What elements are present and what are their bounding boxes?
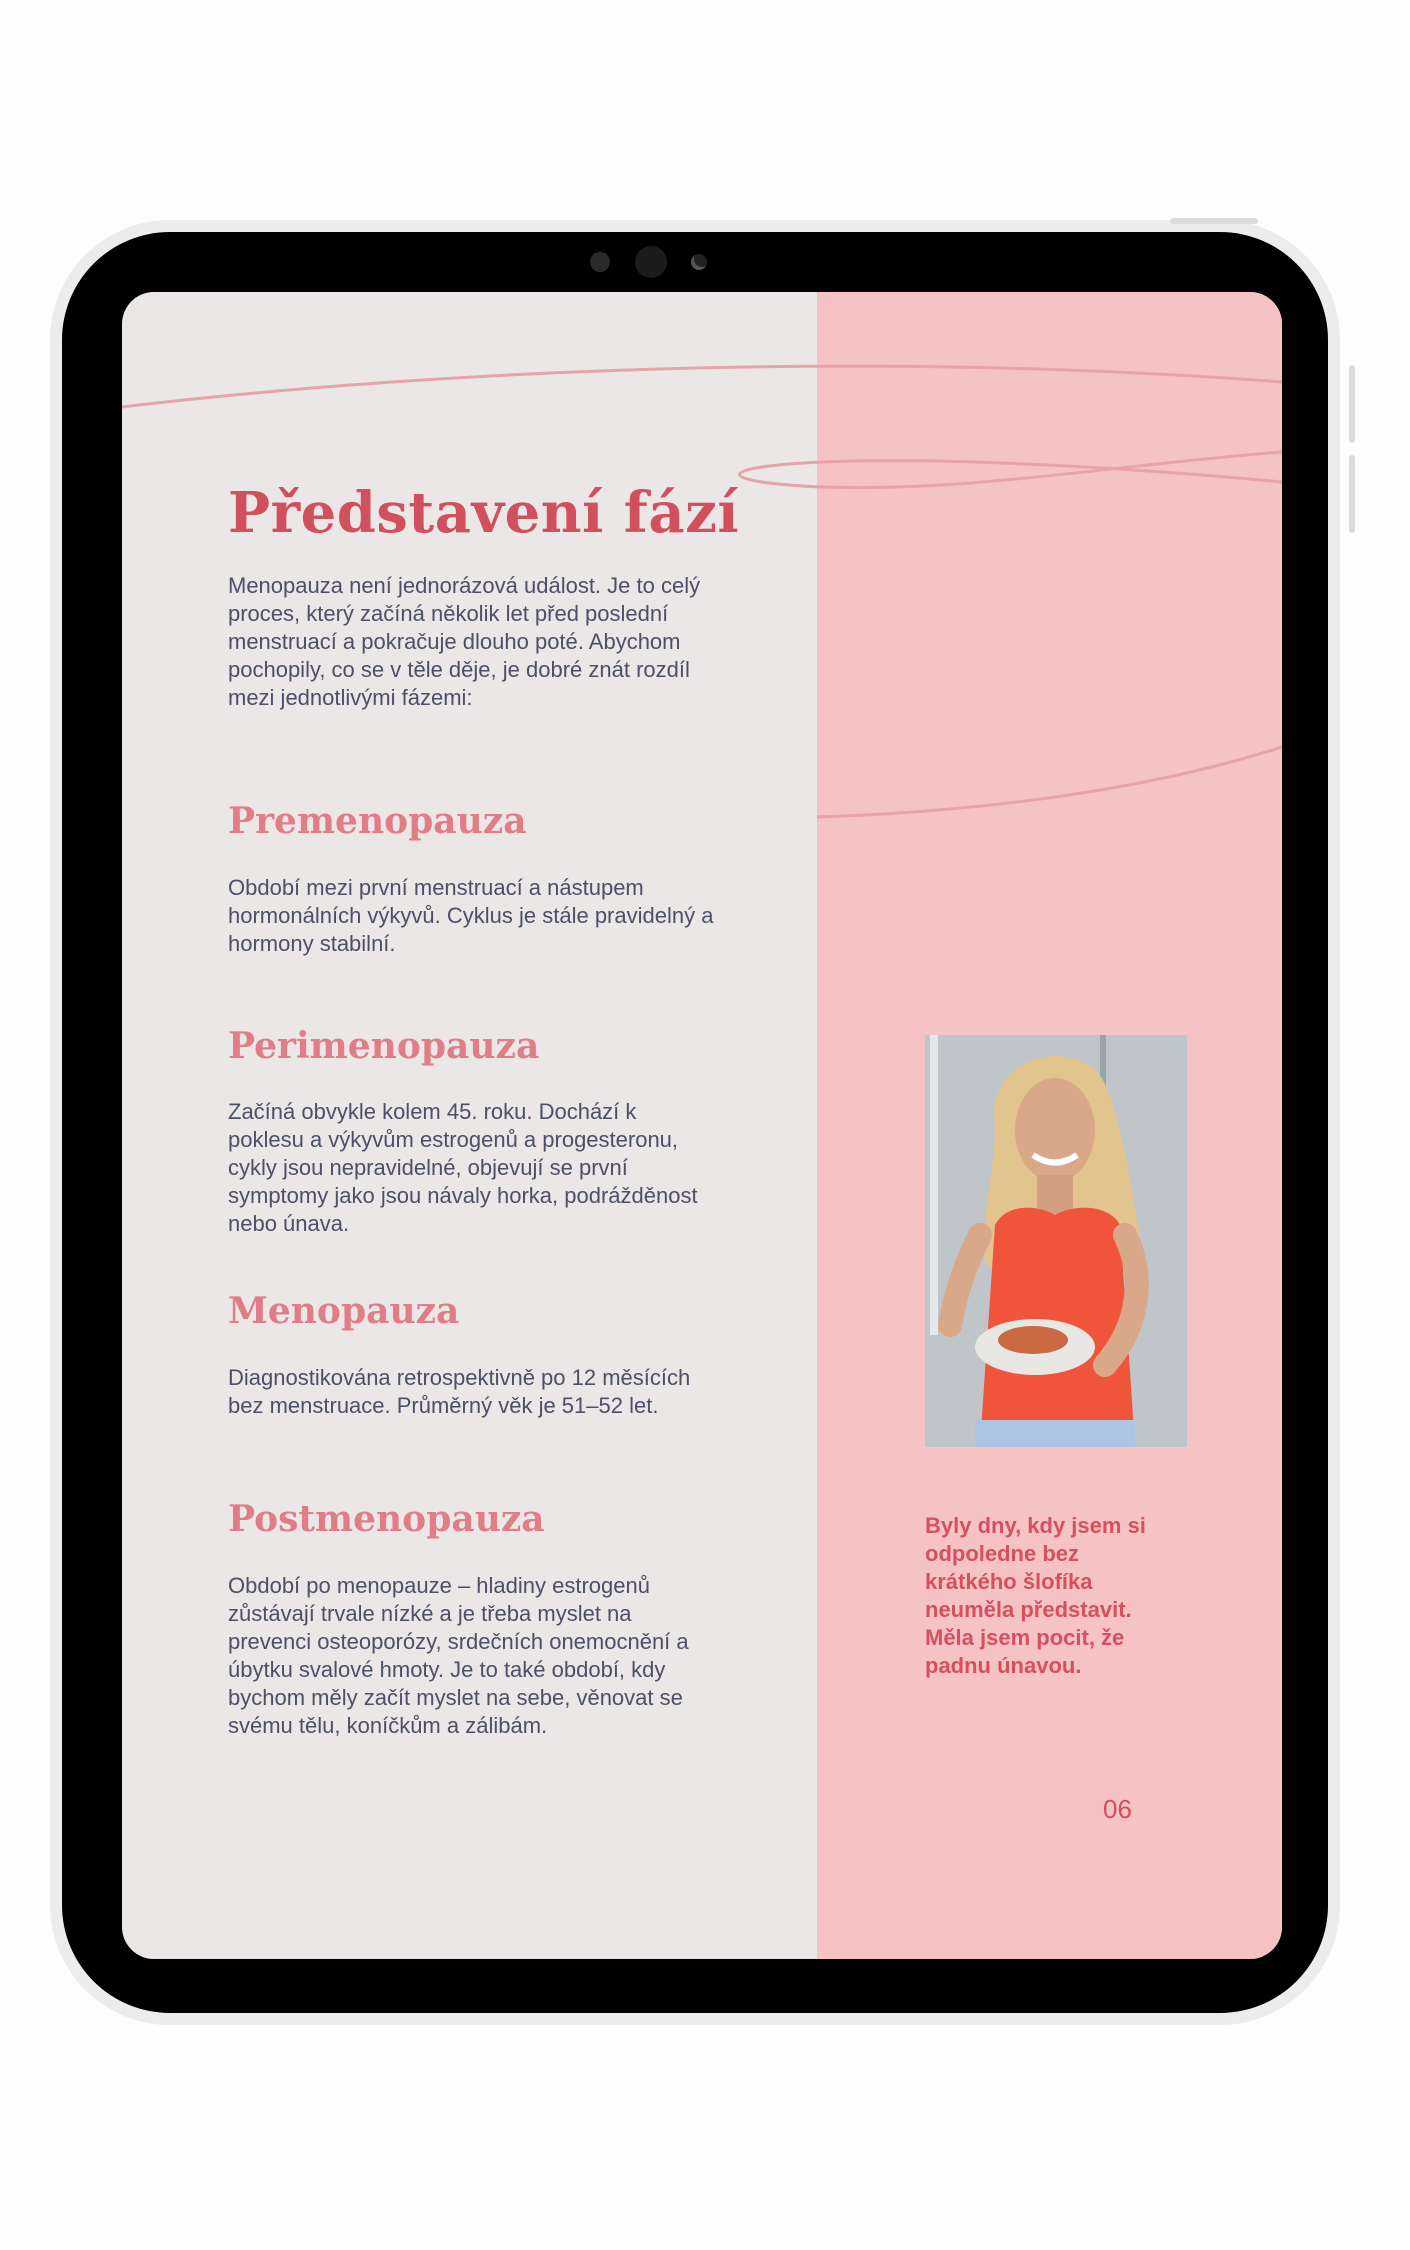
quote-text: Byly dny, kdy jsem si odpoledne bez krátkého šlofíka neuměla představit. Měla jsem pocit, že padnu únavou.	[925, 1513, 1146, 1678]
volume-down-button	[1349, 455, 1355, 533]
light-sensor	[691, 254, 707, 270]
author-photo	[925, 1035, 1187, 1447]
section-heading-menopauza: Menopauza	[228, 1290, 460, 1332]
tablet-screen[interactable]	[122, 292, 1282, 1959]
page-number: 06	[1103, 1794, 1132, 1824]
page-title: Představení fází	[228, 480, 740, 546]
section-heading-perimenopauza: Perimenopauza	[228, 1025, 540, 1067]
front-camera-icon	[635, 246, 667, 278]
section-heading-postmenopauza: Postmenopauza	[228, 1498, 545, 1540]
sensor-dot	[590, 252, 610, 272]
section-text-postmenopauza: Období po menopauze – hladiny estrogenů zůstávají trvale nízké a je třeba myslet na prevenci osteoporózy, srdečních onemocnění a úbytku svalové hmoty. Je to také období, kdy bychom měly začít myslet na sebe, věnovat se svému tělu, koníčkům a zálibám.	[228, 1573, 689, 1738]
section-text-premenopauza: Období mezi první menstruací a nástupem hormonálních výkyvů. Cyklus je stále pravidelný a hormony stabilní.	[228, 875, 714, 956]
intro-paragraph: Menopauza není jednorázová událost. Je to celý proces, který začíná několik let před poslední menstruací a pokračuje dlouho poté. Abychom pochopily, co se v těle děje, je dobré znát rozdíl mezi jednotlivými fázemi:	[228, 573, 701, 710]
section-text-perimenopauza: Začíná obvykle kolem 45. roku. Dochází k poklesu a výkyvům estrogenů a progesteronu, cykly jsou nepravidelné, objevují se první symptomy jako jsou návaly horka, podrážděnost nebo únava.	[228, 1099, 698, 1236]
section-heading-premenopauza: Premenopauza	[228, 800, 527, 842]
section-text-menopauza: Diagnostikována retrospektivně po 12 měsících bez menstruace. Průměrný věk je 51–52 let.	[228, 1365, 691, 1418]
power-button	[1170, 218, 1258, 224]
volume-up-button	[1349, 365, 1355, 443]
